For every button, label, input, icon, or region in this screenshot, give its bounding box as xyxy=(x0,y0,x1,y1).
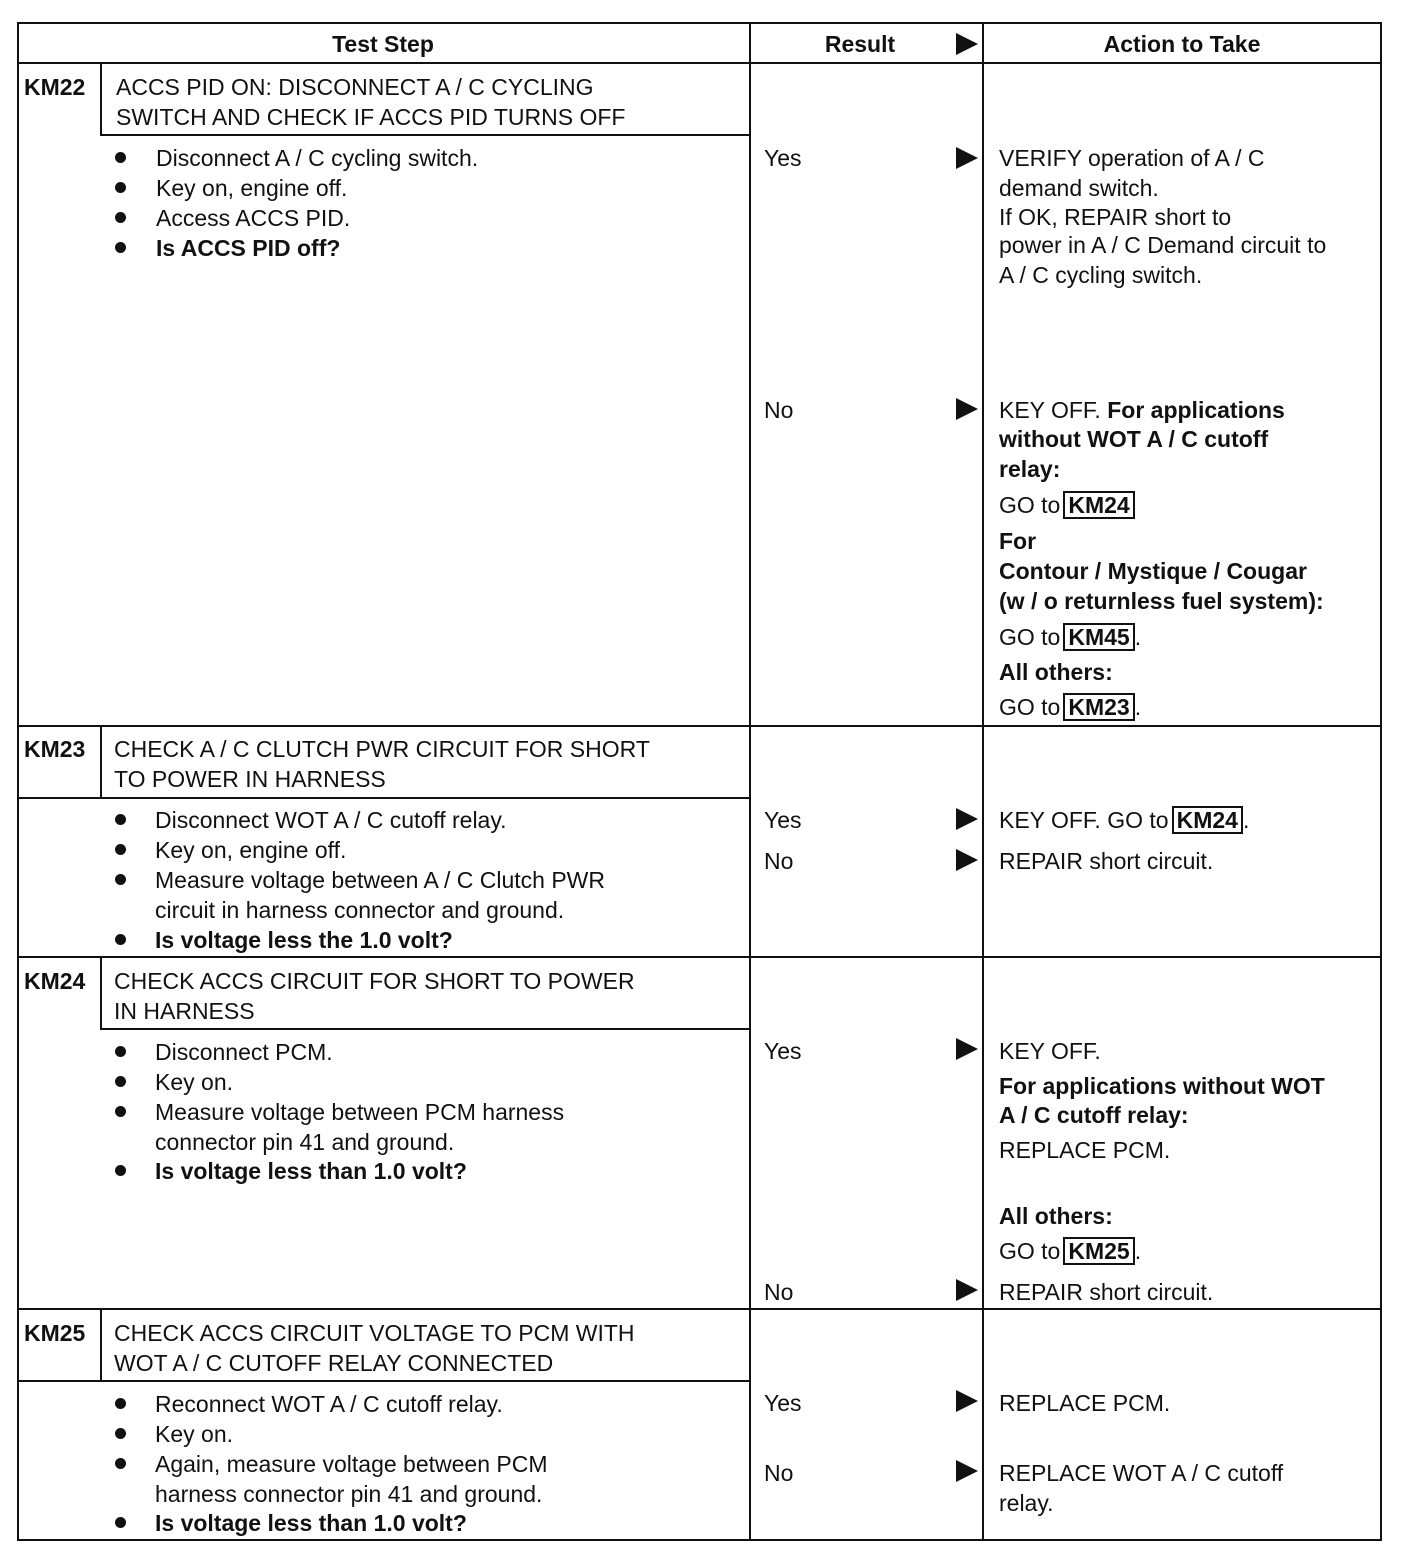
km24-result-yes: Yes xyxy=(764,1038,802,1064)
km24-yes-bold-2: All others: xyxy=(999,1203,1113,1229)
row-divider-km24 xyxy=(17,956,1382,958)
km24-bullet-1: Disconnect PCM. xyxy=(155,1039,333,1065)
km25-yes-action: REPLACE PCM. xyxy=(999,1390,1171,1416)
bullet-icon xyxy=(115,182,126,193)
step-id-km23: KM23 xyxy=(24,736,86,762)
step-title-km22-line1: ACCS PID ON: DISCONNECT A / C CYCLING xyxy=(116,74,594,100)
km22-no-bold2-c: (w / o returnless fuel system): xyxy=(999,588,1324,614)
km25-result-yes: Yes xyxy=(764,1390,802,1416)
km23-id-divider xyxy=(100,725,102,798)
bullet-icon xyxy=(115,1428,126,1439)
goto-label: GO to xyxy=(999,492,1061,518)
bullet-icon xyxy=(115,212,126,223)
km24-bullet-2: Key on. xyxy=(155,1069,233,1095)
step-title-km25-line2: WOT A / C CUTOFF RELAY CONNECTED xyxy=(114,1350,554,1376)
km25-bullet-3a: Again, measure voltage between PCM xyxy=(155,1451,548,1477)
km22-yes-line2: demand switch. xyxy=(999,175,1159,201)
km25-id-divider xyxy=(100,1308,102,1381)
step-title-km25-line1: CHECK ACCS CIRCUIT VOLTAGE TO PCM WITH xyxy=(114,1320,635,1346)
header-result: Result xyxy=(824,31,896,57)
km23-bullet-3a: Measure voltage between A / C Clutch PWR xyxy=(155,867,605,893)
km22-goto-km45: GO to KM45 . xyxy=(999,624,1142,650)
km22-no-bold1-c: relay: xyxy=(999,456,1061,482)
km24-result-no: No xyxy=(764,1279,794,1305)
km23-result-yes: Yes xyxy=(764,807,802,833)
km25-bullet-3b: harness connector pin 41 and ground. xyxy=(155,1481,543,1507)
km22-goto-km23: GO to KM23 . xyxy=(999,694,1142,720)
km24-yes-line2: REPLACE PCM. xyxy=(999,1137,1171,1163)
km22-result-yes: Yes xyxy=(764,145,802,171)
step-title-km24-line2: IN HARNESS xyxy=(114,998,255,1024)
km24-bullet-3a: Measure voltage between PCM harness xyxy=(155,1099,565,1125)
ref-km25-link[interactable]: KM25 xyxy=(1063,1237,1134,1265)
km23-bullet-4: Is voltage less the 1.0 volt? xyxy=(155,927,453,953)
ref-km45-link[interactable]: KM45 xyxy=(1063,623,1134,651)
km25-bullet-1: Reconnect WOT A / C cutoff relay. xyxy=(155,1391,503,1417)
km23-yes-prefix: KEY OFF. GO to xyxy=(999,807,1169,833)
header-divider xyxy=(17,62,1382,64)
result-arrow-icon xyxy=(956,398,978,420)
goto-label: GO to xyxy=(999,624,1061,650)
km23-result-no: No xyxy=(764,848,794,874)
km24-yes-line1: KEY OFF. xyxy=(999,1038,1101,1064)
step-title-km23-line1: CHECK A / C CLUTCH PWR CIRCUIT FOR SHORT xyxy=(114,736,650,762)
km22-yes-line4: power in A / C Demand circuit to xyxy=(999,232,1327,258)
km22-no-bold1-b: without WOT A / C cutoff xyxy=(999,426,1269,452)
bullet-icon xyxy=(115,242,126,253)
goto-label: GO to xyxy=(999,694,1061,720)
ref-km24-link[interactable]: KM24 xyxy=(1172,806,1243,834)
ref-km23-link[interactable]: KM23 xyxy=(1063,693,1134,721)
bullet-icon xyxy=(115,1165,126,1176)
km22-id-divider xyxy=(100,62,102,135)
header-action: Action to Take xyxy=(1103,31,1261,57)
bullet-icon xyxy=(115,874,126,885)
column-divider-result xyxy=(749,22,751,1541)
goto-label: GO to xyxy=(999,1238,1061,1264)
km25-bullet-2: Key on. xyxy=(155,1421,233,1447)
header-test-step: Test Step xyxy=(332,31,434,57)
km22-no-line1 xyxy=(999,395,1285,425)
km23-bullet-1: Disconnect WOT A / C cutoff relay. xyxy=(155,807,507,833)
km22-bullet-3: Access ACCS PID. xyxy=(156,205,351,231)
step-title-km22-line2: SWITCH AND CHECK IF ACCS PID TURNS OFF xyxy=(116,104,626,130)
bullet-icon xyxy=(115,152,126,163)
bullet-icon xyxy=(115,814,126,825)
km22-yes-line5: A / C cycling switch. xyxy=(999,262,1203,288)
km25-result-no: No xyxy=(764,1460,794,1486)
km23-yes-action: KEY OFF. GO to KM24 . xyxy=(999,807,1250,833)
column-divider-action xyxy=(982,22,984,1541)
result-arrow-icon xyxy=(956,1460,978,1482)
row-divider-km23 xyxy=(17,725,1382,727)
row-divider-km25 xyxy=(17,1308,1382,1310)
km22-yes-line1: VERIFY operation of A / C xyxy=(999,145,1265,171)
km24-yes-bold-b: A / C cutoff relay: xyxy=(999,1102,1189,1128)
step-title-km24-line1: CHECK ACCS CIRCUIT FOR SHORT TO POWER xyxy=(114,968,635,994)
km22-result-no: No xyxy=(764,397,794,423)
bullet-icon xyxy=(115,1046,126,1057)
bullet-icon xyxy=(115,1076,126,1087)
km22-bullet-1: Disconnect A / C cycling switch. xyxy=(156,145,479,171)
bullet-icon xyxy=(115,1106,126,1117)
result-arrow-icon xyxy=(956,808,978,830)
km22-no-bold2-a: For xyxy=(999,528,1037,554)
km22-no-prefix: KEY OFF. xyxy=(999,397,1101,423)
km23-title-underline xyxy=(17,797,750,799)
bullet-icon xyxy=(115,1458,126,1469)
km24-yes-bold-a: For applications without WOT xyxy=(999,1073,1325,1099)
bullet-icon xyxy=(115,1517,126,1528)
km22-bullet-4: Is ACCS PID off? xyxy=(156,235,341,261)
km25-no-line1: REPLACE WOT A / C cutoff xyxy=(999,1460,1284,1486)
ref-km24-link[interactable]: KM24 xyxy=(1063,491,1134,519)
bullet-icon xyxy=(115,844,126,855)
km22-no-bold2-b: Contour / Mystique / Cougar xyxy=(999,558,1307,584)
header-arrow-icon xyxy=(956,33,978,55)
km22-yes-line3: If OK, REPAIR short to xyxy=(999,204,1232,230)
step-title-km23-line2: TO POWER IN HARNESS xyxy=(114,766,386,792)
step-id-km22: KM22 xyxy=(24,74,86,100)
km24-title-underline xyxy=(100,1028,750,1030)
result-arrow-icon xyxy=(956,1390,978,1412)
km25-title-underline xyxy=(17,1380,750,1382)
result-arrow-icon xyxy=(956,1279,978,1301)
step-id-km25: KM25 xyxy=(24,1320,86,1346)
result-arrow-icon xyxy=(956,1038,978,1060)
km22-goto-km24 xyxy=(999,490,1135,520)
bullet-icon xyxy=(115,934,126,945)
km22-no-bold3: All others: xyxy=(999,659,1113,685)
bullet-icon xyxy=(115,1398,126,1409)
km24-bullet-3b: connector pin 41 and ground. xyxy=(155,1129,455,1155)
km22-title-underline xyxy=(100,134,750,136)
km25-no-line2: relay. xyxy=(999,1490,1054,1516)
km23-no-action: REPAIR short circuit. xyxy=(999,848,1214,874)
km24-id-divider xyxy=(100,956,102,1029)
km23-bullet-2: Key on, engine off. xyxy=(155,837,347,863)
result-arrow-icon xyxy=(956,849,978,871)
km24-goto-km25: GO to KM25 . xyxy=(999,1238,1142,1264)
km24-bullet-4: Is voltage less than 1.0 volt? xyxy=(155,1158,467,1184)
km23-bullet-3b: circuit in harness connector and ground. xyxy=(155,897,565,923)
result-arrow-icon xyxy=(956,147,978,169)
step-id-km24: KM24 xyxy=(24,968,86,994)
km22-bullet-2: Key on, engine off. xyxy=(156,175,348,201)
km24-no-action: REPAIR short circuit. xyxy=(999,1279,1214,1305)
km22-no-bold1-a: For applications xyxy=(1107,397,1285,423)
km25-bullet-4: Is voltage less than 1.0 volt? xyxy=(155,1510,467,1536)
